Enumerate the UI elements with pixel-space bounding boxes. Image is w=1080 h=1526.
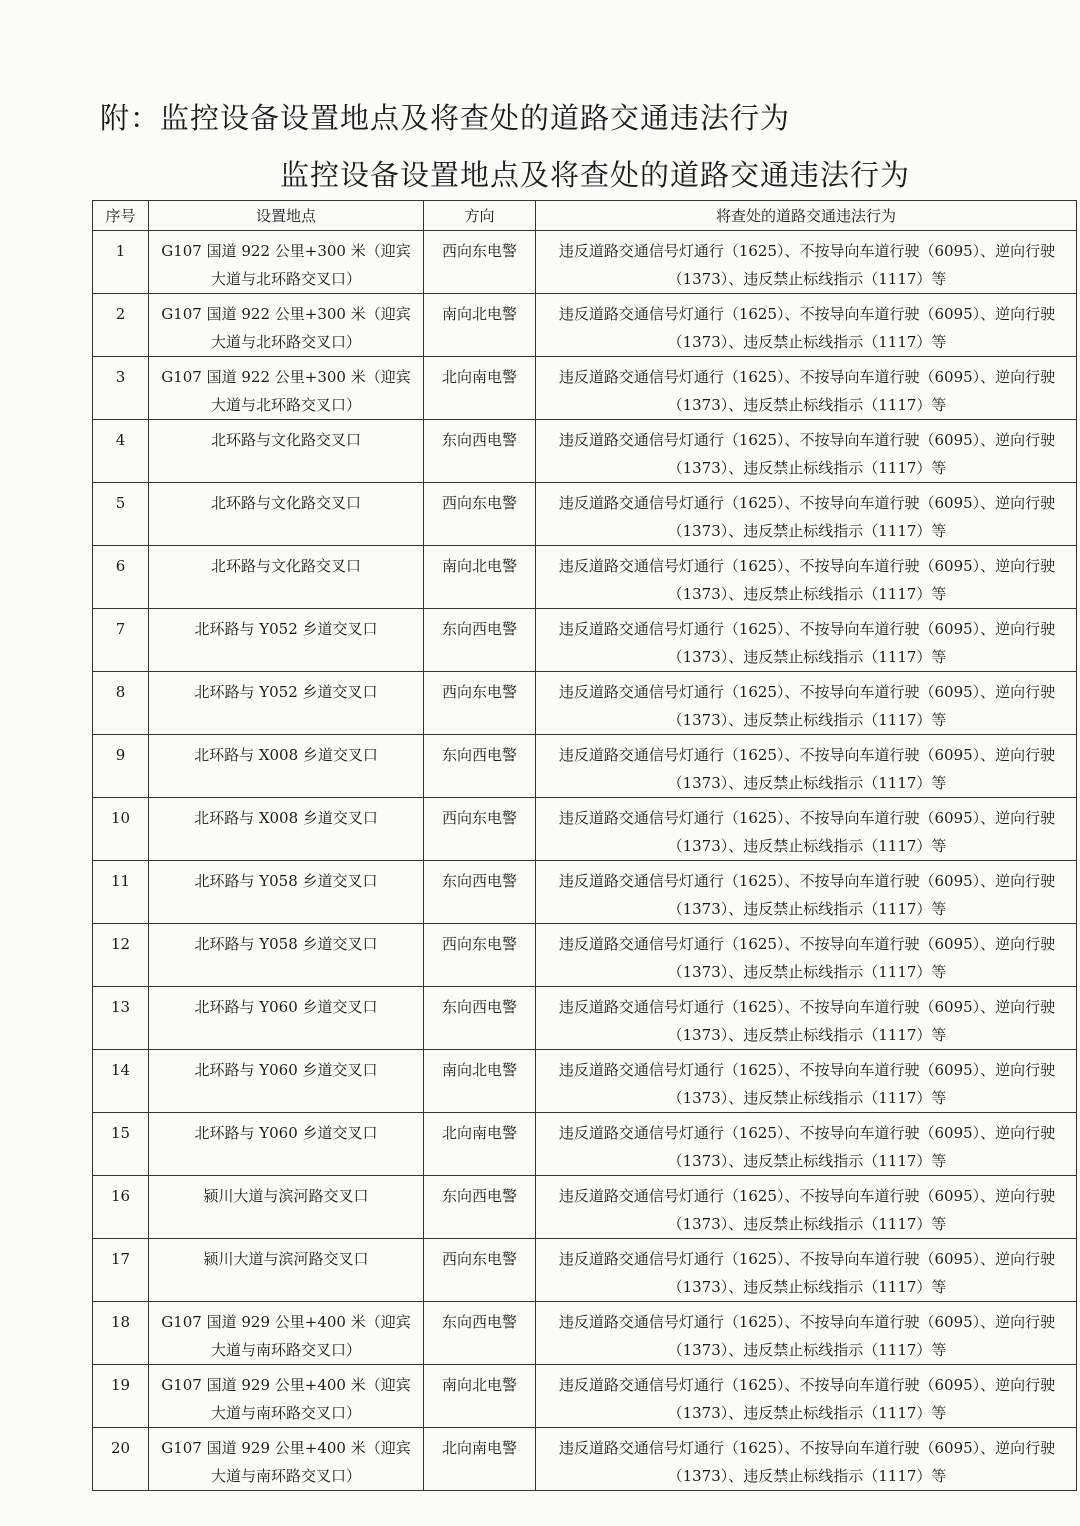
row-direction: 东向西电警 <box>441 746 517 764</box>
row-direction-cell <box>424 483 536 546</box>
row-violations: 违反道路交通信号灯通行（1625）、不按导向车道行驶（6095）、逆向行驶（1373）、违反禁止标线指示（1117）等 <box>558 998 1056 1044</box>
row-number-cell <box>93 609 149 672</box>
row-direction-cell <box>424 1176 536 1239</box>
row-direction: 东向西电警 <box>441 431 517 449</box>
row-location-cell <box>149 609 424 672</box>
row-number-cell <box>93 672 149 735</box>
row-location-cell <box>149 861 424 924</box>
row-direction-cell <box>424 1365 536 1428</box>
table-row <box>93 609 1077 672</box>
row-direction: 东向西电警 <box>441 1313 517 1331</box>
row-location-cell <box>149 924 424 987</box>
row-number-cell <box>93 357 149 420</box>
row-location-cell <box>149 672 424 735</box>
row-violations-cell <box>536 1050 1077 1113</box>
row-location: 北环路与 Y058 乡道交叉口 <box>194 872 378 890</box>
row-direction: 南向北电警 <box>441 1376 517 1394</box>
header-no: 序号 <box>93 201 149 231</box>
row-violations: 违反道路交通信号灯通行（1625）、不按导向车道行驶（6095）、逆向行驶（1373）、违反禁止标线指示（1117）等 <box>558 305 1056 351</box>
row-direction: 东向西电警 <box>441 872 517 890</box>
row-location: 北环路与文化路交叉口 <box>210 557 361 575</box>
table-header-row <box>93 201 1077 231</box>
row-violations: 违反道路交通信号灯通行（1625）、不按导向车道行驶（6095）、逆向行驶（1373）、违反禁止标线指示（1117）等 <box>558 1313 1056 1359</box>
table-row <box>93 1239 1077 1302</box>
row-location-cell <box>149 1113 424 1176</box>
table-row <box>93 483 1077 546</box>
row-violations-cell <box>536 294 1077 357</box>
table-row <box>93 861 1077 924</box>
table-row <box>93 672 1077 735</box>
row-violations-cell <box>536 1239 1077 1302</box>
row-direction-cell <box>424 672 536 735</box>
row-location: 北环路与 Y058 乡道交叉口 <box>194 935 378 953</box>
table-row <box>93 1365 1077 1428</box>
row-location: 颍川大道与滨河路交叉口 <box>203 1187 369 1205</box>
row-direction: 南向北电警 <box>441 557 517 575</box>
row-location-cell <box>149 294 424 357</box>
violations-table <box>92 200 1077 1491</box>
row-violations: 违反道路交通信号灯通行（1625）、不按导向车道行驶（6095）、逆向行驶（1373）、违反禁止标线指示（1117）等 <box>558 368 1056 414</box>
table-row <box>93 987 1077 1050</box>
row-direction-cell <box>424 609 536 672</box>
row-direction-cell <box>424 420 536 483</box>
row-number-cell <box>93 231 149 294</box>
row-direction-cell <box>424 924 536 987</box>
header-direction: 方向 <box>424 201 536 231</box>
row-number-cell <box>93 546 149 609</box>
row-violations-cell <box>536 798 1077 861</box>
row-location: 北环路与 Y052 乡道交叉口 <box>194 620 378 638</box>
row-location-cell <box>149 735 424 798</box>
row-location-cell <box>149 1302 424 1365</box>
row-number: 7 <box>115 620 126 638</box>
row-violations-cell <box>536 987 1077 1050</box>
row-direction-cell <box>424 357 536 420</box>
row-location-cell <box>149 1428 424 1491</box>
row-direction-cell <box>424 987 536 1050</box>
row-location: G107 国道 922 公里+300 米（迎宾大道与北环路交叉口） <box>161 368 411 414</box>
row-number: 3 <box>115 368 126 386</box>
row-direction: 南向北电警 <box>441 305 517 323</box>
row-violations-cell <box>536 420 1077 483</box>
row-location: 北环路与 Y060 乡道交叉口 <box>194 998 378 1016</box>
row-direction-cell <box>424 861 536 924</box>
table-row <box>93 420 1077 483</box>
row-direction: 东向西电警 <box>441 998 517 1016</box>
row-number: 11 <box>110 872 131 890</box>
row-location: 北环路与文化路交叉口 <box>210 431 361 449</box>
row-location: 颍川大道与滨河路交叉口 <box>203 1250 369 1268</box>
row-violations: 违反道路交通信号灯通行（1625）、不按导向车道行驶（6095）、逆向行驶（1373）、违反禁止标线指示（1117）等 <box>558 1187 1056 1233</box>
row-direction: 东向西电警 <box>441 1187 517 1205</box>
row-direction-cell <box>424 294 536 357</box>
row-location-cell <box>149 987 424 1050</box>
row-number-cell <box>93 420 149 483</box>
row-number-cell <box>93 798 149 861</box>
row-location: 北环路与 X008 乡道交叉口 <box>194 809 378 827</box>
row-violations: 违反道路交通信号灯通行（1625）、不按导向车道行驶（6095）、逆向行驶（1373）、违反禁止标线指示（1117）等 <box>558 431 1056 477</box>
row-location: 北环路与 X008 乡道交叉口 <box>194 746 378 764</box>
row-direction-cell <box>424 1302 536 1365</box>
row-number: 15 <box>110 1124 131 1142</box>
row-location: G107 国道 922 公里+300 米（迎宾大道与北环路交叉口） <box>161 242 411 288</box>
row-violations: 违反道路交通信号灯通行（1625）、不按导向车道行驶（6095）、逆向行驶（1373）、违反禁止标线指示（1117）等 <box>558 809 1056 855</box>
row-direction-cell <box>424 1050 536 1113</box>
row-number: 13 <box>110 998 131 1016</box>
table-row <box>93 924 1077 987</box>
row-direction: 西向东电警 <box>441 809 517 827</box>
row-number-cell <box>93 987 149 1050</box>
row-direction: 西向东电警 <box>441 494 517 512</box>
row-number: 12 <box>110 935 131 953</box>
row-location-cell <box>149 546 424 609</box>
row-violations: 违反道路交通信号灯通行（1625）、不按导向车道行驶（6095）、逆向行驶（1373）、违反禁止标线指示（1117）等 <box>558 1124 1056 1170</box>
row-number: 1 <box>115 242 126 260</box>
row-location-cell <box>149 798 424 861</box>
row-number-cell <box>93 1239 149 1302</box>
row-violations: 违反道路交通信号灯通行（1625）、不按导向车道行驶（6095）、逆向行驶（1373）、违反禁止标线指示（1117）等 <box>558 620 1056 666</box>
table-row <box>93 1113 1077 1176</box>
row-violations-cell <box>536 861 1077 924</box>
table-row <box>93 357 1077 420</box>
row-direction-cell <box>424 735 536 798</box>
table-row <box>93 231 1077 294</box>
row-direction: 西向东电警 <box>441 242 517 260</box>
row-location: G107 国道 929 公里+400 米（迎宾大道与南环路交叉口） <box>161 1439 411 1485</box>
row-violations-cell <box>536 1113 1077 1176</box>
row-location-cell <box>149 483 424 546</box>
row-number: 16 <box>110 1187 131 1205</box>
table-row <box>93 1050 1077 1113</box>
row-number: 8 <box>115 683 126 701</box>
attachment-title: 附：监控设备设置地点及将查处的道路交通违法行为 <box>100 101 791 135</box>
row-violations: 违反道路交通信号灯通行（1625）、不按导向车道行驶（6095）、逆向行驶（1373）、违反禁止标线指示（1117）等 <box>558 1439 1056 1485</box>
row-violations-cell <box>536 1176 1077 1239</box>
row-direction: 西向东电警 <box>441 683 517 701</box>
table-row <box>93 1176 1077 1239</box>
row-violations: 违反道路交通信号灯通行（1625）、不按导向车道行驶（6095）、逆向行驶（1373）、违反禁止标线指示（1117）等 <box>558 1250 1056 1296</box>
row-number-cell <box>93 1365 149 1428</box>
row-location-cell <box>149 1050 424 1113</box>
row-number: 14 <box>110 1061 131 1079</box>
row-location-cell <box>149 1176 424 1239</box>
row-direction: 北向南电警 <box>441 368 517 386</box>
table-row <box>93 294 1077 357</box>
row-number: 6 <box>115 557 126 575</box>
row-violations: 违反道路交通信号灯通行（1625）、不按导向车道行驶（6095）、逆向行驶（1373）、违反禁止标线指示（1117）等 <box>558 872 1056 918</box>
row-number-cell <box>93 1113 149 1176</box>
row-violations: 违反道路交通信号灯通行（1625）、不按导向车道行驶（6095）、逆向行驶（1373）、违反禁止标线指示（1117）等 <box>558 746 1056 792</box>
row-number: 4 <box>115 431 126 449</box>
table-body <box>93 231 1077 1491</box>
row-violations: 违反道路交通信号灯通行（1625）、不按导向车道行驶（6095）、逆向行驶（1373）、违反禁止标线指示（1117）等 <box>558 683 1056 729</box>
row-number: 2 <box>115 305 126 323</box>
row-direction-cell <box>424 231 536 294</box>
row-violations: 违反道路交通信号灯通行（1625）、不按导向车道行驶（6095）、逆向行驶（1373）、违反禁止标线指示（1117）等 <box>558 242 1056 288</box>
row-location-cell <box>149 1239 424 1302</box>
table-row <box>93 798 1077 861</box>
row-number-cell <box>93 1176 149 1239</box>
table-row <box>93 735 1077 798</box>
row-direction-cell <box>424 1239 536 1302</box>
row-location-cell <box>149 231 424 294</box>
row-location-cell <box>149 1365 424 1428</box>
row-location: 北环路与文化路交叉口 <box>210 494 361 512</box>
row-number-cell <box>93 1050 149 1113</box>
row-location-cell <box>149 357 424 420</box>
row-direction-cell <box>424 1113 536 1176</box>
row-direction: 北向南电警 <box>441 1124 517 1142</box>
row-number-cell <box>93 861 149 924</box>
row-location: G107 国道 922 公里+300 米（迎宾大道与北环路交叉口） <box>161 305 411 351</box>
row-direction: 西向东电警 <box>441 1250 517 1268</box>
row-location-cell <box>149 420 424 483</box>
row-location: G107 国道 929 公里+400 米（迎宾大道与南环路交叉口） <box>161 1376 411 1422</box>
row-violations-cell <box>536 672 1077 735</box>
header-violations: 将查处的道路交通违法行为 <box>536 201 1077 231</box>
row-violations: 违反道路交通信号灯通行（1625）、不按导向车道行驶（6095）、逆向行驶（1373）、违反禁止标线指示（1117）等 <box>558 935 1056 981</box>
row-violations: 违反道路交通信号灯通行（1625）、不按导向车道行驶（6095）、逆向行驶（1373）、违反禁止标线指示（1117）等 <box>558 557 1056 603</box>
row-direction: 东向西电警 <box>441 620 517 638</box>
row-location: 北环路与 Y060 乡道交叉口 <box>194 1061 378 1079</box>
row-violations-cell <box>536 357 1077 420</box>
row-location: 北环路与 Y052 乡道交叉口 <box>194 683 378 701</box>
row-violations-cell <box>536 483 1077 546</box>
row-number: 19 <box>110 1376 131 1394</box>
row-number-cell <box>93 735 149 798</box>
row-direction: 西向东电警 <box>441 935 517 953</box>
row-number: 5 <box>115 494 126 512</box>
row-direction-cell <box>424 798 536 861</box>
row-violations-cell <box>536 1365 1077 1428</box>
table-row <box>93 1302 1077 1365</box>
row-violations: 违反道路交通信号灯通行（1625）、不按导向车道行驶（6095）、逆向行驶（1373）、违反禁止标线指示（1117）等 <box>558 1376 1056 1422</box>
row-number-cell <box>93 483 149 546</box>
row-number: 17 <box>110 1250 131 1268</box>
row-violations: 违反道路交通信号灯通行（1625）、不按导向车道行驶（6095）、逆向行驶（1373）、违反禁止标线指示（1117）等 <box>558 1061 1056 1107</box>
row-violations-cell <box>536 1302 1077 1365</box>
row-violations-cell <box>536 924 1077 987</box>
table-row <box>93 1428 1077 1491</box>
row-direction-cell <box>424 546 536 609</box>
row-violations-cell <box>536 1428 1077 1491</box>
table-row <box>93 546 1077 609</box>
row-violations-cell <box>536 231 1077 294</box>
row-number-cell <box>93 1428 149 1491</box>
row-violations-cell <box>536 546 1077 609</box>
row-violations-cell <box>536 609 1077 672</box>
row-location: 北环路与 Y060 乡道交叉口 <box>194 1124 378 1142</box>
row-number-cell <box>93 294 149 357</box>
row-number-cell <box>93 1302 149 1365</box>
row-direction-cell <box>424 1428 536 1491</box>
row-number: 10 <box>110 809 131 827</box>
row-number-cell <box>93 924 149 987</box>
header-location: 设置地点 <box>149 201 424 231</box>
row-location: G107 国道 929 公里+400 米（迎宾大道与南环路交叉口） <box>161 1313 411 1359</box>
row-direction: 南向北电警 <box>441 1061 517 1079</box>
row-violations: 违反道路交通信号灯通行（1625）、不按导向车道行驶（6095）、逆向行驶（1373）、违反禁止标线指示（1117）等 <box>558 494 1056 540</box>
row-direction: 北向南电警 <box>441 1439 517 1457</box>
table-title: 监控设备设置地点及将查处的道路交通违法行为 <box>279 158 910 192</box>
row-violations-cell <box>536 735 1077 798</box>
row-number: 18 <box>110 1313 131 1331</box>
row-number: 9 <box>115 746 126 764</box>
row-number: 20 <box>110 1439 131 1457</box>
